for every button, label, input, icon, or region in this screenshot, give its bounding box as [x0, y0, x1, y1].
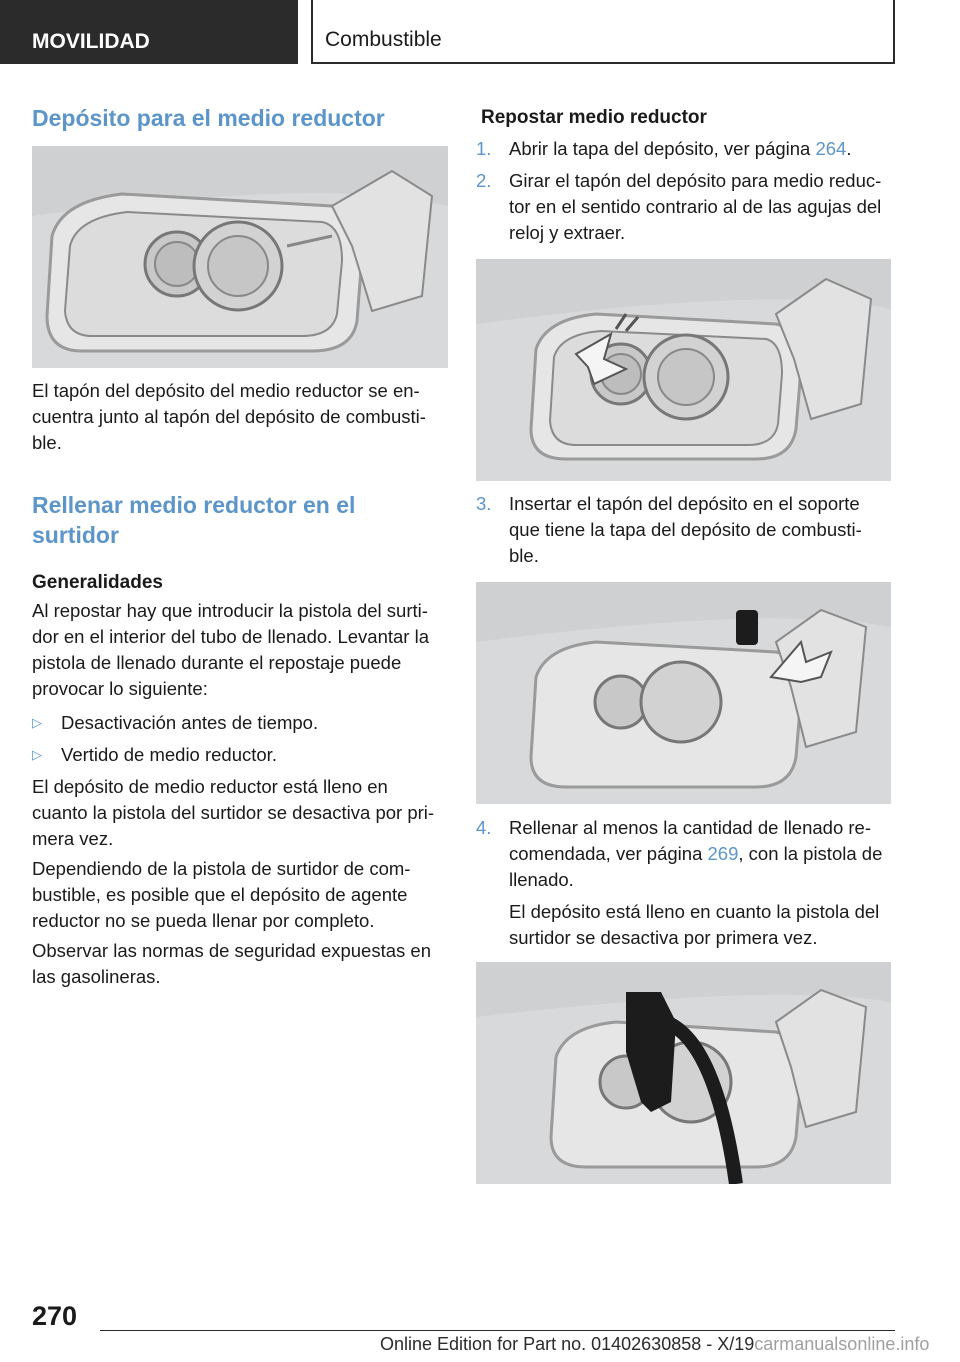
caption-line-2: cuentra junto al tapón del depósito de combusti- — [32, 406, 426, 427]
fill-nozzle-illustration — [476, 962, 891, 1184]
paragraph-generalities — [32, 598, 448, 702]
subsection-heading-line-2: surtidor — [32, 522, 119, 548]
page-link-264[interactable]: 264 — [815, 138, 847, 159]
paragraph-safety — [32, 938, 448, 990]
step-text — [509, 136, 891, 162]
bullet-text: Vertido de medio reductor. — [61, 744, 277, 765]
para4-line-2: las gasolineras. — [32, 966, 161, 987]
fuel-flap-illustration — [32, 146, 448, 368]
subsection-heading-line-1: Rellenar medio reductor en el — [32, 492, 356, 518]
generalities-heading: Generalidades — [32, 572, 163, 593]
figure-unscrew-cap — [476, 259, 891, 481]
figure-caption — [32, 378, 448, 456]
note-line-1: El depósito está lleno en cuanto la pistola del — [509, 901, 880, 922]
watermark: carmanualsonline.info — [754, 1334, 930, 1354]
step-text — [509, 168, 891, 246]
refill-heading: Repostar medio reductor — [481, 107, 707, 128]
step3-line-2: que tiene la tapa del depósito de combusti- — [509, 519, 862, 540]
section-heading: Depósito para el medio reductor — [32, 105, 385, 131]
figure-reductant-filler — [32, 146, 448, 368]
para2-line-2: cuanto la pistola del surtidor se desactiva por pri- — [32, 802, 435, 823]
step1-text: Abrir la tapa del depósito, ver página — [509, 138, 816, 159]
note-text — [509, 899, 891, 951]
para1-line-4: provocar lo siguiente: — [32, 678, 208, 699]
page-link-269[interactable]: 269 — [707, 843, 739, 864]
para1-line-2: dor en el interior del tubo de llenado. Levantar la — [32, 626, 429, 647]
page-number: 270 — [32, 1301, 78, 1331]
step4-line-2-post: , con la pistola de — [738, 843, 883, 864]
step3-line-1: Insertar el tapón del depósito en el soporte — [509, 493, 860, 514]
step-number: 4. — [476, 817, 492, 838]
step2-line-1: Girar el tapón del depósito para medio reduc- — [509, 170, 882, 191]
caption-line-3: ble. — [32, 432, 62, 453]
para3-line-1: Dependiendo de la pistola de surtidor de com- — [32, 858, 411, 879]
footer-text — [380, 1334, 929, 1355]
step1-tail: . — [846, 138, 852, 159]
step-number: 3. — [476, 493, 492, 514]
para4-line-1: Observar las normas de seguridad expuestas en — [32, 940, 431, 961]
step4-line-3: llenado. — [509, 869, 574, 890]
chapter-tab — [311, 0, 895, 64]
cap-holder-illustration — [476, 582, 891, 804]
section-tab — [0, 0, 298, 64]
step-number: 1. — [476, 138, 492, 159]
edition-text: Online Edition for Part no. 01402630858 - X/19 — [380, 1334, 755, 1354]
para2-line-1: El depósito de medio reductor está lleno en — [32, 776, 388, 797]
caption-line-1: El tapón del depósito del medio reductor se en- — [32, 380, 420, 401]
para3-line-3: reductor no se pueda llenar por completo. — [32, 910, 375, 931]
paragraph-nozzle — [32, 856, 448, 934]
subsection-heading — [32, 490, 448, 550]
section-title: MOVILIDAD — [32, 30, 150, 53]
figure-cap-holder — [476, 582, 891, 804]
step2-line-2: tor en el sentido contrario al de las agujas del — [509, 196, 882, 217]
step4-line-1: Rellenar al menos la cantidad de llenado re- — [509, 817, 871, 838]
para2-line-3: mera vez. — [32, 828, 114, 849]
unscrew-cap-illustration — [476, 259, 891, 481]
note-line-2: surtidor se desactiva por primera vez. — [509, 927, 818, 948]
triangle-bullet-icon: ▷ — [32, 715, 42, 730]
step-number: 2. — [476, 170, 492, 191]
para3-line-2: bustible, es posible que el depósito de agente — [32, 884, 408, 905]
step3-line-3: ble. — [509, 545, 539, 566]
step-text — [509, 491, 891, 569]
chapter-title: Combustible — [325, 28, 442, 51]
footer-divider — [100, 1330, 895, 1331]
step2-line-3: reloj y extraer. — [509, 222, 626, 243]
paragraph-full-tank — [32, 774, 448, 852]
step4-line-2-pre: comendada, ver página — [509, 843, 708, 864]
triangle-bullet-icon: ▷ — [32, 747, 42, 762]
figure-fill-nozzle — [476, 962, 891, 1184]
para1-line-3: pistola de llenado durante el repostaje puede — [32, 652, 402, 673]
step-text — [509, 815, 891, 893]
para1-line-1: Al repostar hay que introducir la pistola del surti- — [32, 600, 428, 621]
bullet-text: Desactivación antes de tiempo. — [61, 712, 319, 733]
